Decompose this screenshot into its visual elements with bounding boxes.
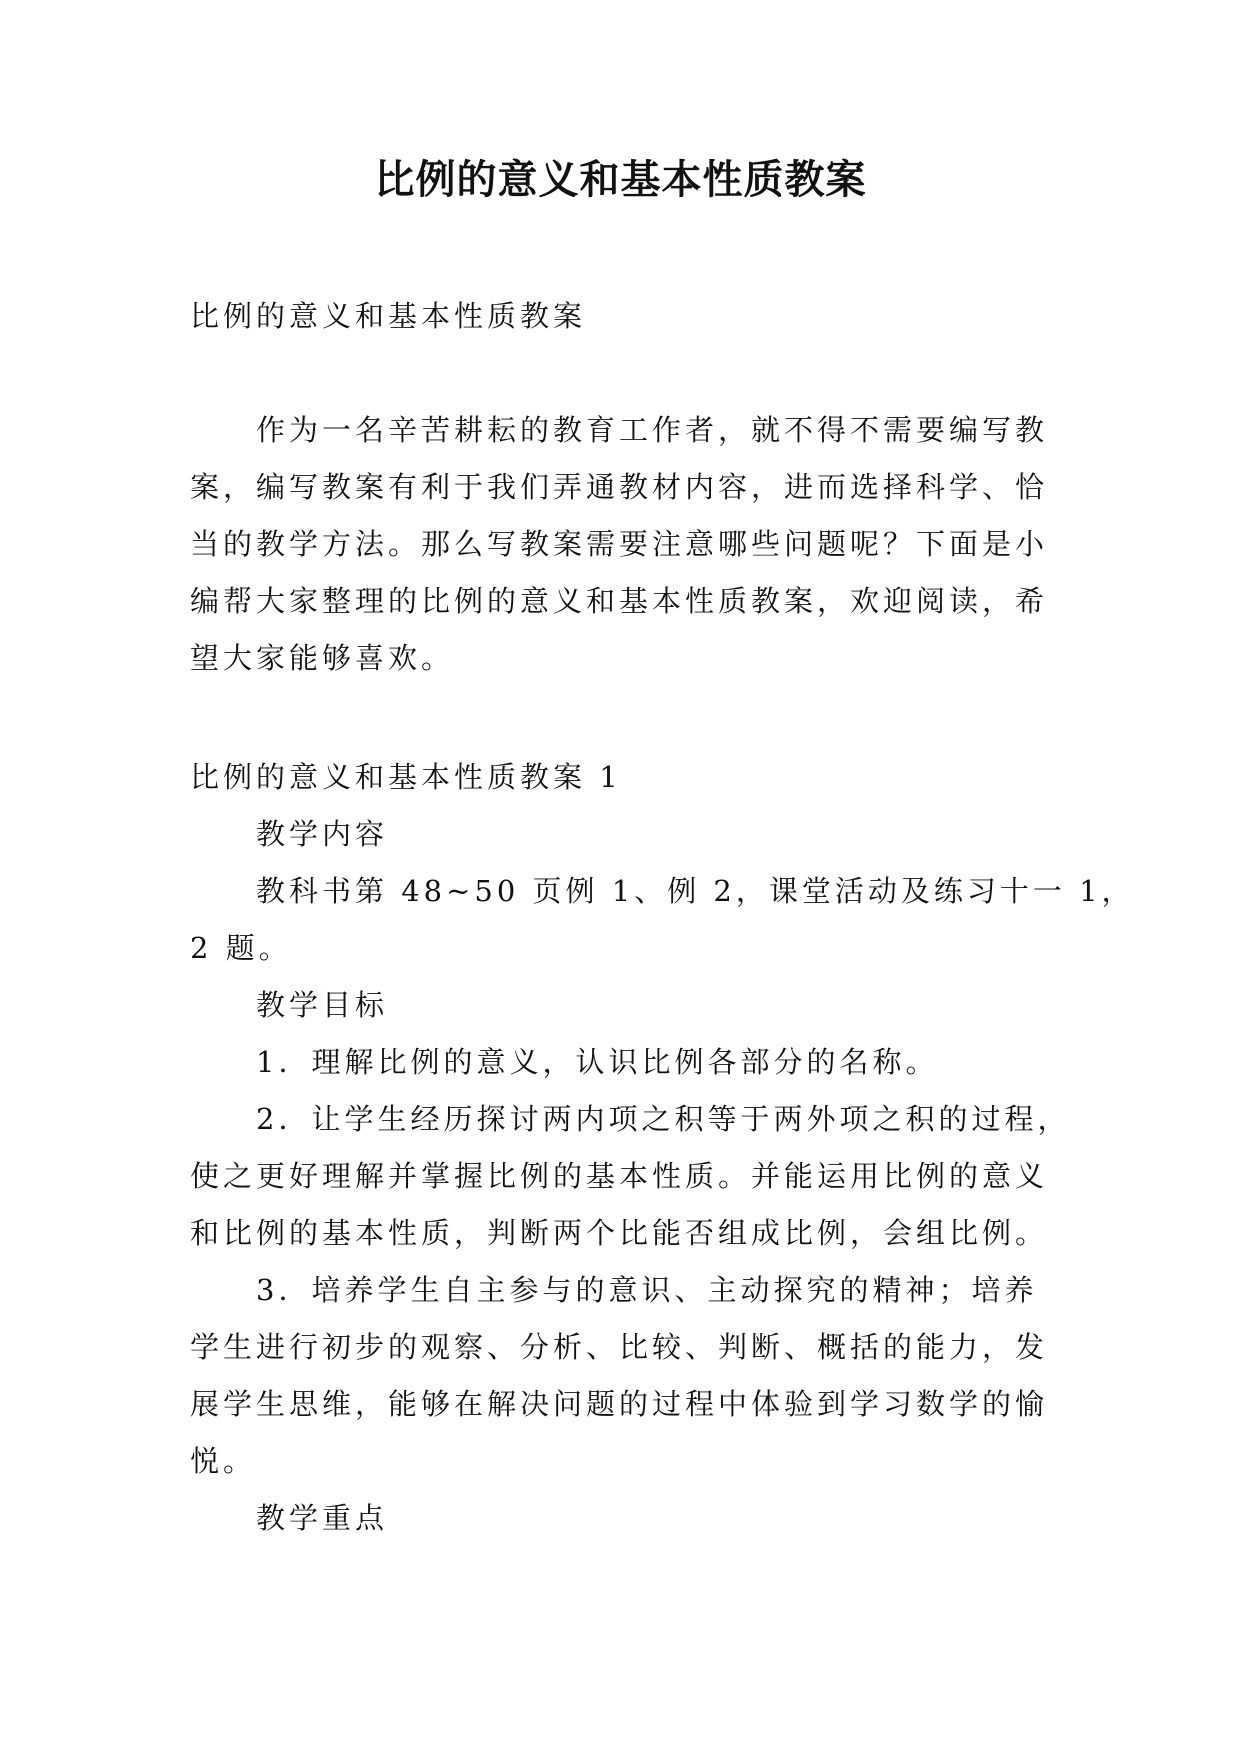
- goals-heading: 教学目标: [256, 988, 389, 1022]
- intro-line-1: 作为一名辛苦耕耘的教育工作者，就不得不需要编写教: [256, 413, 1049, 447]
- goal-3-line-3: 展学生思维，能够在解决问题的过程中体验到学习数学的愉: [190, 1387, 1049, 1421]
- content-heading: 教学内容: [256, 817, 389, 851]
- document-subtitle: 比例的意义和基本性质教案: [190, 299, 587, 333]
- goal-3-line-2: 学生进行初步的观察、分析、比较、判断、概括的能力，发: [190, 1330, 1049, 1364]
- goal-2-line-3: 和比例的基本性质，判断两个比能否组成比例，会组比例。: [190, 1216, 1049, 1250]
- goal-3-line-1: 3．培养学生自主参与的意识、主动探究的精神；培养: [256, 1273, 1038, 1307]
- intro-line-3: 当的教学方法。那么写教案需要注意哪些问题呢？下面是小: [190, 527, 1049, 561]
- key-points-heading: 教学重点: [256, 1501, 389, 1535]
- document-title: 比例的意义和基本性质教案: [374, 157, 867, 203]
- goal-3-line-4: 悦。: [190, 1444, 257, 1478]
- goal-1: 1．理解比例的意义，认识比例各部分的名称。: [256, 1045, 939, 1079]
- goal-2-line-1: 2．让学生经历探讨两内项之积等于两外项之积的过程，: [256, 1102, 1071, 1136]
- intro-line-5: 望大家能够喜欢。: [190, 641, 455, 675]
- content-line-2: 2 题。: [190, 931, 292, 965]
- section-heading: 比例的意义和基本性质教案 1: [190, 760, 622, 794]
- content-line-1: 教科书第 48~50 页例 1、例 2，课堂活动及练习十一 1，: [256, 874, 1135, 908]
- intro-line-4: 编帮大家整理的比例的意义和基本性质教案，欢迎阅读，希: [190, 584, 1049, 618]
- goal-2-line-2: 使之更好理解并掌握比例的基本性质。并能运用比例的意义: [190, 1159, 1049, 1193]
- intro-line-2: 案，编写教案有利于我们弄通教材内容，进而选择科学、恰: [190, 470, 1049, 504]
